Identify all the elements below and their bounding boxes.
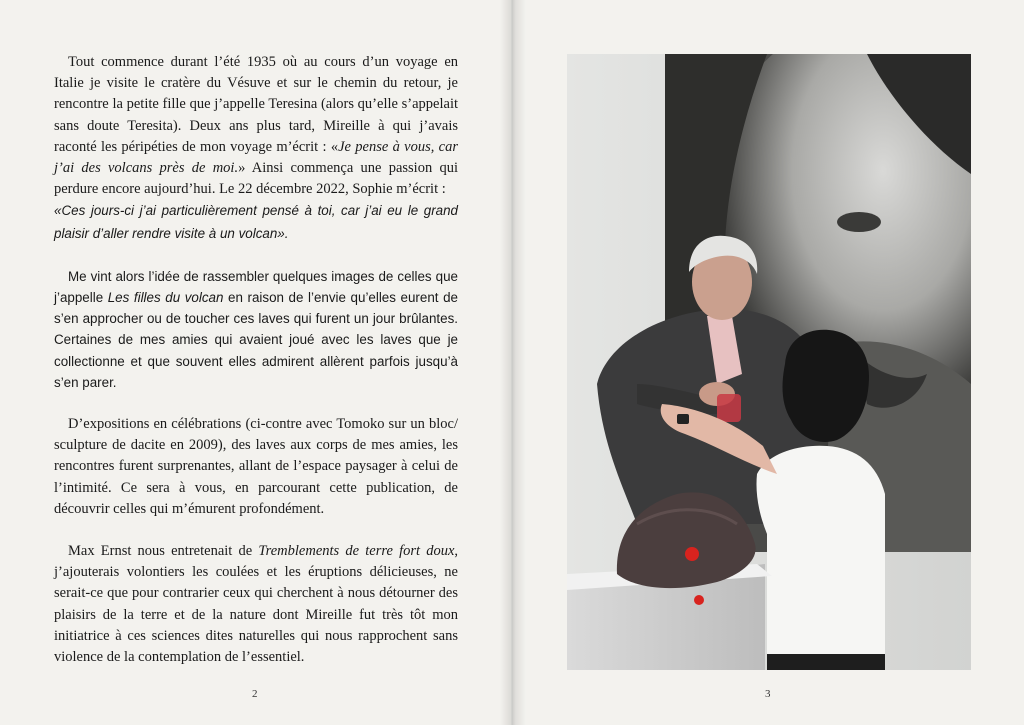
quote-mireille: Je pense à vous, car j’ai des volcans près de moi.	[54, 138, 458, 177]
quote-sophie: «Ces jours-ci j’ai particulièrement pensé à toi, car j’ai eu le grand plaisir d’aller rendre visite à un volcan».	[54, 203, 458, 241]
title-tremblements: Tremblements de terre fort doux	[258, 543, 455, 560]
woman-shirt	[756, 446, 885, 659]
title-filles-du-volcan: Les filles du volcan	[107, 290, 224, 306]
paragraph-2: Me vint alors l’idée de rassembler quelques images de celles que j’appelle Les filles du volcan en raison de l’envie qu’elles eurent de s’en approcher ou de toucher ces laves qui furent un jour brûlantes. Certaines de mes amies qui avaient joué avec les laves que je collectionne et que souvent elles admirent allèrent parfois jusqu’à s’en parer.	[54, 268, 458, 390]
book-gutter-shadow	[500, 0, 526, 725]
photograph	[567, 54, 971, 670]
paragraph-4: Max Ernst nous entretenait de Tremblements de terre fort doux, j’ajouterais volontiers les coulées et les éruptions délicieuses, ne serait-ce que pour contrarier ceux qui cherchent à nous détourner des plaisirs de la terre et de la nature dont Mireille fut très tôt mon initiatrice à ces sciences dites naturelles qui nous rapprochent sans violence de la contemplation de l’essentiel.	[54, 543, 459, 666]
red-jar	[717, 394, 741, 422]
print-navel	[837, 212, 881, 232]
lava-red-spot	[685, 547, 699, 561]
paragraph-1: Tout commence durant l’été 1935 où au cours d’un voyage en Italie je visite le cratère du Vésuve et sur le chemin du retour, je rencontre la petite fille que j’appelle Teresina (alors qu’elle s’appelait sans doute Teresita). Deux ans plus tard, Mireille à qui j’avais raconté les péripéties de mon voyage m’écrit : «Je pense à vous, car j’ai des volcans près de moi.» Ainsi commença une passion qui perdure encore aujourd’hui. Le 22 décembre 2022, Sophie m’écrit : «Ces jours-ci j’ai particulièrement pensé à toi, car j’ai eu le grand plaisir d’aller rendre visite à un volcan».	[54, 54, 458, 241]
left-page	[0, 0, 511, 725]
paragraph-3: D’expositions en célébrations (ci-contre avec Tomoko sur un bloc/ sculpture de dacite en 2009), des laves aux corps de mes amies, les rencontres furent surprenantes, allant de l’espace paysager à celui de l’intimité. Ce sera à vous, en parcourant cette publication, de découvrir celles qui m’émurent profondément.	[54, 416, 458, 517]
woman-trousers	[767, 654, 885, 670]
right-page	[513, 0, 1024, 725]
page-number-right: 3	[765, 688, 771, 700]
lava-red-drop	[694, 595, 704, 605]
page-number-left: 2	[252, 688, 258, 700]
body-text	[54, 52, 458, 689]
photo-illustration	[567, 54, 971, 670]
woman-watch	[677, 414, 689, 424]
